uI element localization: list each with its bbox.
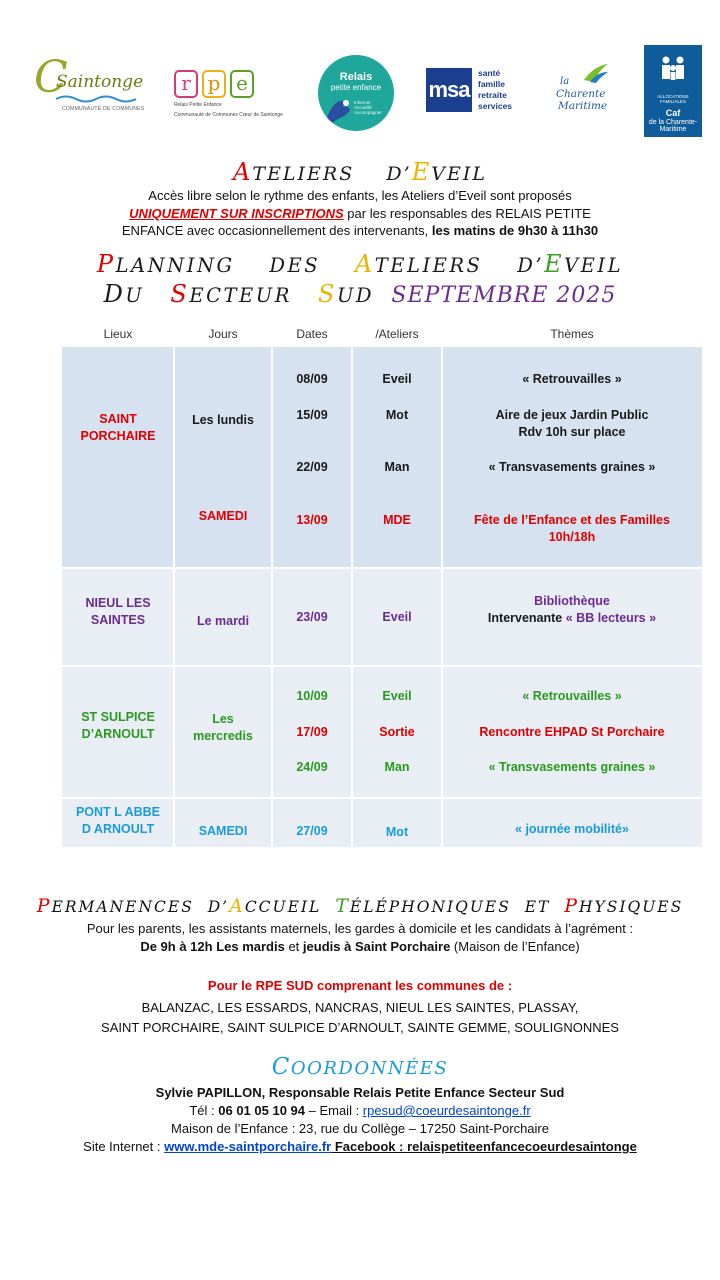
msa-line: santé [478, 68, 501, 78]
date: 23/09 [296, 610, 328, 624]
msa-mark: msa [426, 68, 472, 112]
caf-allocations: ALLOCATIONS FAMILIALES [646, 91, 700, 107]
hand-icon [324, 97, 358, 125]
relais-accueillir: Accueillir [354, 105, 373, 110]
caf-name: Caf [665, 108, 681, 118]
table-row-saint-porchaire: SAINT PORCHAIRE Les lundis SAMEDI 08/09 15/09 22/09 13/09 Eveil Mot Man MDE « Retrouvailles » Aire de jeux Jardin Public Rdv 10h sur place « Transvasements graines » Fête de l’Enfance et des Familles 10h/18h [62, 347, 702, 567]
relais-subtitle: petite enfance [330, 83, 382, 92]
atelier: Eveil [382, 689, 412, 703]
date: 22/09 [296, 460, 328, 474]
table-row-st-sulpice: ST SULPICE D’ARNOULT Les mercredis 10/09 17/09 24/09 Eveil Sortie Man « Retrouvailles » Rencontre EHPAD St Porchaire « Transvasements graines » [62, 667, 702, 797]
coordonnees-block: Sylvie PAPILLON, Responsable Relais Petite Enfance Secteur Sud Tél : 06 01 05 10 94 – Email : rpesud@coeurdesaintonge.fr Maison de l’Enfance : 23, rue du Collège – 17250 Saint-Porchaire Site Internet : www.mde-saintporchaire.fr Facebook : relaispetiteenfancecoeurdesaintonge [0, 1084, 720, 1156]
coeur-de-saintonge-text: Saintonge [56, 72, 144, 92]
coeur-de-saintonge-logo: C Saintonge COMMUNAUTÉ DE COMMUNES [34, 52, 145, 112]
communes-line: BALANZAC, LES ESSARDS, NANCRAS, NIEUL LES SAINTES, PLASSAY, [141, 1000, 579, 1015]
rpe-letter-p: p [202, 70, 226, 98]
intro-text: Accès libre selon le rythme des enfants, les Ateliers d’Eveil sont proposés UNIQUEMENT SUR INSCRIPTIONS par les responsables des RELAIS PETITE ENFANCE avec occasionnellement des intervenants, les matins de 9h30 à 11h30 [0, 187, 720, 240]
atelier: Man [384, 460, 410, 474]
charente-la: la [560, 76, 570, 87]
atelier: Mot [385, 408, 409, 422]
coordonnees-title: COORDONNÉES [271, 1054, 449, 1080]
lieu-saint-porchaire: SAINT [99, 412, 137, 426]
rpe-sud-title: Pour le RPE SUD comprenant les communes de : [207, 978, 513, 993]
schedule-hours: les matins de 9h30 à 11h30 [431, 223, 599, 238]
caf-family-icon [658, 53, 688, 83]
lieu-nieul: NIEUL LES [85, 596, 151, 610]
rpe-subtitle-1: Relais Petite Enfance [174, 102, 222, 108]
theme: « Transvasements graines » [488, 760, 656, 774]
lieu-pont-l-abbe: PONT L ABBE [75, 805, 161, 819]
facebook-link[interactable]: Facebook : relaispetiteenfancecoeurdesaintonge [331, 1139, 637, 1154]
jour-mardi: Le mardi [196, 614, 250, 628]
jour-samedi: SAMEDI [198, 509, 248, 523]
atelier: Eveil [382, 372, 412, 386]
charente-line2: Maritime [558, 100, 608, 112]
table-row-nieul: NIEUL LES SAINTES Le mardi 23/09 Eveil Bibliothèque Intervenante « BB lecteurs » [62, 569, 702, 665]
contact-name: Sylvie PAPILLON, Responsable Relais Petite Enfance Secteur Sud [155, 1085, 565, 1100]
theme: « journée mobilité» [515, 822, 629, 836]
column-divider [351, 347, 353, 847]
rpe-subtitle-2: Communauté de Communes Cœur de Saintonge [174, 112, 283, 118]
caf-logo [644, 45, 702, 137]
column-divider [441, 347, 443, 847]
jour-samedi: SAMEDI [198, 824, 248, 838]
theme: Intervenante [487, 611, 563, 625]
relais-accompagner: Accompagner [354, 110, 382, 115]
intro-line-1: Accès libre selon le rythme des enfants, les Ateliers d’Eveil sont proposés [148, 188, 572, 203]
relais-title: Relais [339, 71, 373, 83]
date: 13/09 [296, 513, 328, 527]
bird-icon [582, 62, 610, 84]
atelier: Sortie [379, 725, 415, 739]
msa-logo [426, 68, 526, 114]
theme: Aire de jeux Jardin Public [495, 408, 649, 422]
relais-petite-enfance-logo [318, 55, 394, 131]
website-link[interactable]: www.mde-saintporchaire.fr [164, 1139, 332, 1154]
atelier: MDE [383, 513, 411, 527]
date: 08/09 [296, 372, 328, 386]
theme: Bibliothèque [534, 594, 610, 608]
caf-department: de la Charente-Maritime [648, 118, 698, 133]
theme: « Retrouvailles » [522, 372, 622, 386]
date: 27/09 [296, 824, 328, 838]
atelier: Mot [385, 825, 409, 839]
date: 15/09 [296, 408, 328, 422]
permanences-place: jeudis à Saint Porchaire [302, 939, 451, 954]
theme: « BB lecteurs » [562, 611, 657, 625]
table-row-pont-l-abbe: PONT L ABBE D ARNOULT SAMEDI 27/09 Mot « journée mobilité» [62, 799, 702, 847]
rpe-letter-e: e [230, 70, 254, 98]
permanences-title: PERMANENCES D’ACCUEIL TÉLÉPHONIQUES ET PHYSIQUES [36, 895, 684, 917]
jour-lundis: Les lundis [192, 413, 254, 427]
header-dates: Dates [296, 327, 328, 341]
phone-number[interactable]: 06 01 05 10 94 [218, 1103, 305, 1118]
coeur-de-saintonge-subtitle: COMMUNAUTÉ DE COMMUNES [62, 106, 145, 112]
ateliers-title: ATELIERS D’EVEIL [233, 158, 487, 186]
lieu-st-sulpice: ST SULPICE [81, 710, 155, 724]
communes-line: SAINT PORCHAIRE, SAINT SULPICE D’ARNOULT, SAINTE GEMME, SOULIGNONNES [101, 1020, 619, 1035]
logo-bar [0, 40, 720, 140]
theme: « Transvasements graines » [488, 460, 656, 474]
planning-title: PLANNING DES ATELIERS D’EVEIL DU SECTEUR SUD SEPTEMBRE 2025 [96, 250, 624, 308]
date: 10/09 [296, 689, 328, 703]
permanences-text: Pour les parents, les assistants maternels, les gardes à domicile et les candidats à l’agrément : De 9h à 12h Les mardis et jeudis à Saint Porchaire (Maison de l’Enfance) [0, 920, 720, 956]
inscriptions-notice: UNIQUEMENT SUR INSCRIPTIONS [129, 205, 344, 221]
atelier: Man [384, 760, 410, 774]
charente-line1: Charente [556, 88, 606, 100]
msa-line: famille [478, 79, 505, 89]
jour-mercredis: Les [212, 712, 234, 726]
header-jours: Jours [208, 327, 238, 341]
column-divider [271, 347, 273, 847]
table-header [62, 327, 702, 345]
theme: « Retrouvailles » [522, 689, 622, 703]
msa-line: services [478, 101, 513, 111]
email-link[interactable]: rpesud@coeurdesaintonge.fr [362, 1103, 531, 1118]
rpe-letter-r: r [174, 70, 198, 98]
communes-list [0, 998, 720, 1038]
permanences-hours: De 9h à 12h Les mardis [140, 939, 285, 954]
relais-informer: Informer [354, 100, 371, 105]
atelier: Eveil [382, 610, 412, 624]
header-themes: Thèmes [550, 327, 594, 341]
msa-line: retraite [478, 90, 507, 100]
theme: Rencontre EHPAD St Porchaire [479, 725, 665, 739]
theme: Rdv 10h sur place [518, 425, 626, 439]
column-divider [173, 347, 175, 847]
header-ateliers: /Ateliers [375, 327, 419, 341]
rpe-logo [174, 70, 283, 128]
date: 24/09 [296, 760, 328, 774]
header-lieux: Lieux [103, 327, 133, 341]
date: 17/09 [296, 725, 328, 739]
address: Maison de l’Enfance : 23, rue du Collège – 17250 Saint-Porchaire [171, 1121, 549, 1136]
planning-month: SEPTEMBRE 2025 [391, 283, 617, 308]
schedule-table [62, 347, 702, 847]
wave-icon [56, 94, 136, 104]
charente-maritime-logo [556, 62, 616, 122]
permanences-audience: Pour les parents, les assistants maternels, les gardes à domicile et les candidats à l’agrément : [86, 921, 634, 936]
theme: 10h/18h [548, 530, 596, 544]
theme: Fête de l’Enfance et des Familles [474, 513, 670, 527]
